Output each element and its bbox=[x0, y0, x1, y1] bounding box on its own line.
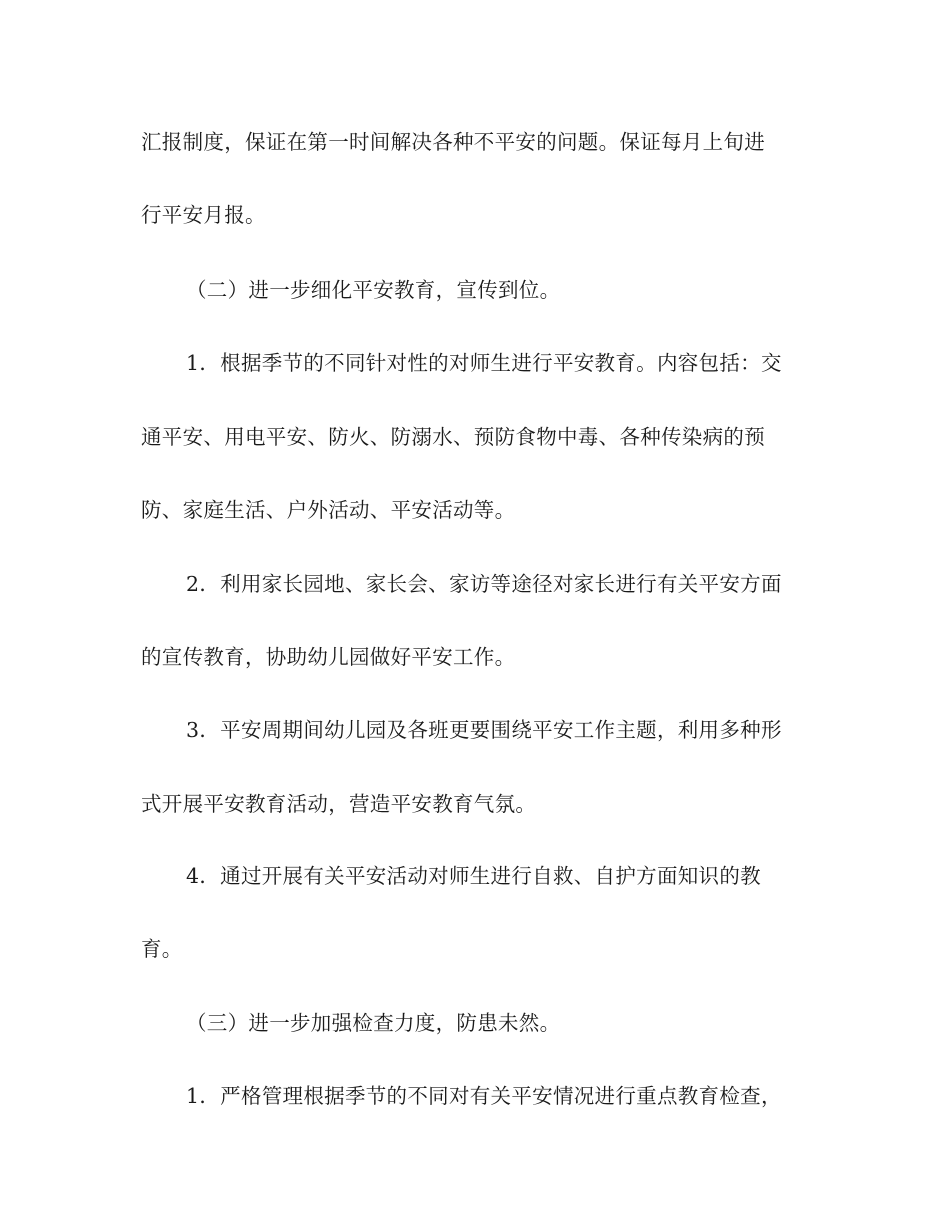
list-item-4-line-1: 4．通过开展有关平安活动对师生进行自救、自护方面知识的教 bbox=[186, 864, 761, 888]
section-heading-2: （二）进一步细化平安教育，宣传到位。 bbox=[186, 278, 561, 302]
list-item-3-line-2: 式开展平安教育活动，营造平安教育气氛。 bbox=[141, 792, 537, 816]
text-line-1: 汇报制度，保证在第一时间解决各种不平安的问题。保证每月上旬进 bbox=[141, 130, 765, 154]
list-item-2-line-1: 2．利用家长园地、家长会、家访等途径对家长进行有关平安方面 bbox=[186, 572, 782, 596]
list-item-3-line-1: 3．平安周期间幼儿园及各班更要围绕平安工作主题，利用多种形 bbox=[186, 718, 782, 742]
section-heading-3: （三）进一步加强检查力度，防患未然。 bbox=[186, 1011, 561, 1035]
list-item-2-line-2: 的宣传教育，协助幼儿园做好平安工作。 bbox=[141, 645, 516, 669]
list-item-1-line-1: 1．根据季节的不同针对性的对师生进行平安教育。内容包括：交 bbox=[186, 351, 782, 375]
list-item-1-line-3: 防、家庭生活、户外活动、平安活动等。 bbox=[141, 498, 516, 522]
list-item-5-line-1: 1．严格管理根据季节的不同对有关平安情况进行重点教育检查， bbox=[186, 1084, 782, 1108]
list-item-4-line-2: 育。 bbox=[141, 937, 183, 961]
text-line-2: 行平安月报。 bbox=[141, 203, 266, 227]
list-item-1-line-2: 通平安、用电平安、防火、防溺水、预防食物中毒、各种传染病的预 bbox=[141, 425, 765, 449]
